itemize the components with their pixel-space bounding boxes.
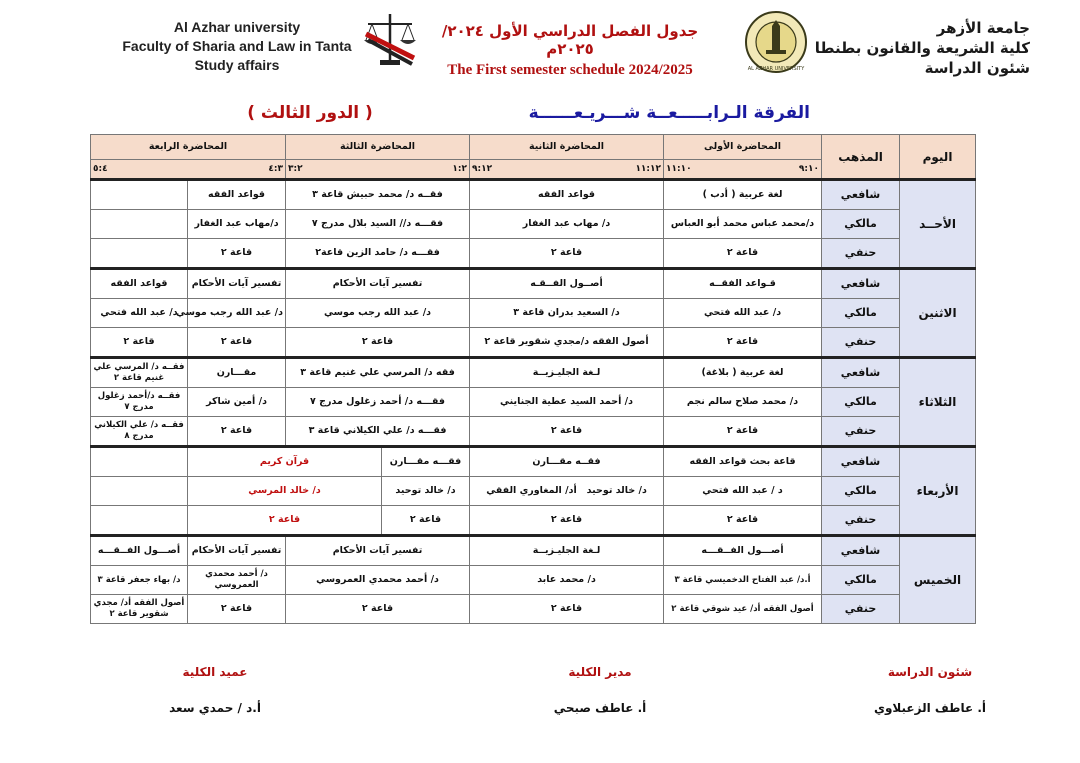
schedule-cell: د/ عبد الله فتحي xyxy=(91,299,188,328)
schedule-cell xyxy=(91,239,188,269)
schedule-cell: قاعة ٢ xyxy=(470,417,664,447)
schedule-cell xyxy=(91,477,188,506)
schedule-cell: قرآن كريم xyxy=(188,447,382,477)
madhhab-hanafi: حنفي xyxy=(822,328,900,358)
schedule-cell: أصـــول الفــقـــه xyxy=(91,536,188,566)
schedule-cell: قاعة ٢ xyxy=(188,328,286,358)
madhhab-hanafi: حنفي xyxy=(822,595,900,624)
signature-title: شئون الدراسة xyxy=(887,665,973,679)
madhhab-column-header: المذهب xyxy=(822,135,900,180)
madhhab-maliki: مالكي xyxy=(822,299,900,328)
schedule-cell: د/ السعيد بدران قاعة ٣ xyxy=(470,299,664,328)
table-row xyxy=(91,506,976,536)
day-wednesday: الأربعاء xyxy=(900,447,976,536)
round-title: ( الدور الثالث ) xyxy=(247,103,373,123)
madhhab-maliki: مالكي xyxy=(822,388,900,417)
header-arabic xyxy=(800,18,1030,78)
lecture-1-header: المحاضرة الأولى xyxy=(664,135,822,160)
schedule-cell: أصول الفقه أد/ عيد شوقي قاعة ٢ xyxy=(664,595,822,624)
schedule-cell xyxy=(91,447,188,477)
schedule-cell xyxy=(91,506,188,536)
schedule-cell: فقــه د/أحمد زغلول مدرج ٧ xyxy=(91,388,188,417)
schedule-cell: لـغة الجليـزيــة xyxy=(470,358,664,388)
signature-name: أ. عاطف صبحي xyxy=(553,701,647,715)
schedule-cell: قاعة ٢ xyxy=(664,239,822,269)
table-row xyxy=(91,595,976,624)
schedule-cell: تفسير آيات الأحكام xyxy=(286,269,470,299)
table-row xyxy=(91,566,976,595)
schedule-cell: قواعد الفقه xyxy=(188,180,286,210)
schedule-cell: د/ عبد الله فتحي xyxy=(664,299,822,328)
madhhab-shafii: شافعي xyxy=(822,536,900,566)
signature-name: أ. عاطف الزعبلاوي xyxy=(873,701,987,715)
table-row xyxy=(91,447,976,477)
madhhab-hanafi: حنفي xyxy=(822,417,900,447)
schedule-cell: قاعة ٢ xyxy=(470,239,664,269)
header-english xyxy=(112,18,362,75)
signature-college-director xyxy=(500,665,700,715)
schedule-cell: قاعة ٢ xyxy=(664,417,822,447)
schedule-cell: قاعة ٢ xyxy=(188,417,286,447)
schedule-title xyxy=(435,22,705,79)
madhhab-shafii: شافعي xyxy=(822,269,900,299)
schedule-cell: د/ خالد توحيد xyxy=(382,477,470,506)
schedule-cell: قاعة ٢ xyxy=(188,506,382,536)
schedule-cell: تفسير آيات الأحكام xyxy=(286,536,470,566)
madhhab-shafii: شافعي xyxy=(822,447,900,477)
schedule-title-en: The First semester schedule 2024/2025 xyxy=(447,62,693,78)
schedule-cell: قاعة بحث قواعد الفقه xyxy=(664,447,822,477)
schedule-cell: قـواعد الفقــه xyxy=(664,269,822,299)
schedule-cell: فقـــه د/ حامد الزين قاعة٢ xyxy=(286,239,470,269)
schedule-cell: أصـــول الفــقـــه xyxy=(664,536,822,566)
signature-title: عميد الكلية xyxy=(182,665,248,679)
lecture-3-header: المحاضرة الثالثة xyxy=(286,135,470,160)
table-row xyxy=(91,210,976,239)
schedule-cell: فقــه مقـــارن xyxy=(470,447,664,477)
schedule-cell: د/ أمين شاكر xyxy=(188,388,286,417)
madhhab-shafii: شافعي xyxy=(822,180,900,210)
madhhab-shafii: شافعي xyxy=(822,358,900,388)
table-row xyxy=(91,328,976,358)
schedule-cell: أصول الفقه أد/ مجدي شقوير قاعة ٢ xyxy=(91,595,188,624)
table-row xyxy=(91,388,976,417)
svg-text:AL AZHAR UNIVERSITY: AL AZHAR UNIVERSITY xyxy=(747,66,805,72)
department-name-en: Study affairs xyxy=(194,57,280,73)
madhhab-hanafi: حنفي xyxy=(822,239,900,269)
schedule-cell xyxy=(91,180,188,210)
header-row-lectures xyxy=(91,135,976,160)
schedule-cell: قاعة ٢ xyxy=(91,328,188,358)
department-name-ar: شئون الدراسة xyxy=(924,59,1030,77)
schedule-table xyxy=(90,134,976,624)
madhhab-maliki: مالكي xyxy=(822,477,900,506)
schedule-cell: أصــول الفــقـه xyxy=(470,269,664,299)
schedule-cell: د/ محمد صلاح سالم نجم xyxy=(664,388,822,417)
schedule-cell: د/مهاب عبد الغفار xyxy=(188,210,286,239)
schedule-cell: قاعة ٢ xyxy=(664,506,822,536)
university-name-ar: جامعة الأزهر xyxy=(936,19,1030,37)
schedule-title-ar: جدول الفصل الدراسي الأول ٢٠٢٤/ ٢٠٢٥م xyxy=(441,22,699,58)
schedule-cell: د/ أحمد محمدي العمروسي xyxy=(286,566,470,595)
day-thursday: الخميس xyxy=(900,536,976,624)
schedule-cell: أصول الفقه د/مجدي شقوير قاعة ٢ xyxy=(470,328,664,358)
schedule-cell: فقـــه د// السيد بلال مدرج ٧ xyxy=(286,210,470,239)
schedule-cell: فقه د/ المرسي علي غنيم قاعة ٣ xyxy=(286,358,470,388)
faculty-logo-icon xyxy=(358,10,422,72)
lecture-2-header: المحاضرة الثانية xyxy=(470,135,664,160)
faculty-name-en: Faculty of Sharia and Law in Tanta xyxy=(122,38,352,54)
schedule-cell: د/ مهاب عبد الغفار xyxy=(470,210,664,239)
table-row xyxy=(91,536,976,566)
madhhab-maliki: مالكي xyxy=(822,566,900,595)
table-row xyxy=(91,358,976,388)
signature-study-affairs xyxy=(830,665,1030,715)
schedule-cell: د/ خالد توحيد أد/ المغاوري الفقي xyxy=(470,477,664,506)
schedule-cell xyxy=(91,210,188,239)
schedule-cell: د/محمد عباس محمد أبو العباس xyxy=(664,210,822,239)
schedule-cell: قواعد الفقه xyxy=(91,269,188,299)
table-row xyxy=(91,239,976,269)
schedule-cell: فقــه د/ محمد حبيش قاعة ٣ xyxy=(286,180,470,210)
schedule-cell: لـغة الجليـزيــة xyxy=(470,536,664,566)
table-row xyxy=(91,477,976,506)
schedule-cell: تفسير آيات الأحكام xyxy=(188,536,286,566)
lecture-4-header: المحاضرة الرابعة xyxy=(91,135,286,160)
schedule-cell: أ.د/ عبد الفتاح الدخميسي قاعة ٣ xyxy=(664,566,822,595)
schedule-cell: د/ محمد عابد xyxy=(470,566,664,595)
schedule-cell: د/ عبد الله رجب موسي xyxy=(188,299,286,328)
signature-title: مدير الكلية xyxy=(568,665,632,679)
table-row xyxy=(91,180,976,210)
day-sunday: الأحــد xyxy=(900,180,976,269)
schedule-cell: فقـــه د/ أحمد زغلول مدرج ٧ xyxy=(286,388,470,417)
faculty-name-ar: كلية الشريعة والقانون بطنطا xyxy=(814,39,1030,57)
schedule-cell: د/ أحمد السيد عطية الجنايني xyxy=(470,388,664,417)
day-monday: الاثنين xyxy=(900,269,976,358)
schedule-cell: د/ خالد المرسي xyxy=(188,477,382,506)
madhhab-hanafi: حنفي xyxy=(822,506,900,536)
schedule-cell: فقــه د/ المرسي علي غنيم قاعة ٢ xyxy=(91,358,188,388)
madhhab-maliki: مالكي xyxy=(822,210,900,239)
schedule-cell: فقـــه د/ علي الكيلاني قاعة ٣ xyxy=(286,417,470,447)
schedule-cell: د/ بهاء جعفر قاعة ٣ xyxy=(91,566,188,595)
time-cell: ١١:١٢ ٩:١٢ xyxy=(470,160,664,180)
signature-dean xyxy=(115,665,315,715)
day-tuesday: الثلاثاء xyxy=(900,358,976,447)
time-cell: ١:٢ ٣:٢ xyxy=(286,160,470,180)
schedule-cell: قاعة ٢ xyxy=(188,595,286,624)
table-row xyxy=(91,269,976,299)
schedule-cell: قاعة ٢ xyxy=(470,595,664,624)
time-cell: ٩:١٠ ١١:١٠ xyxy=(664,160,822,180)
schedule-cell: قاعة ٢ xyxy=(382,506,470,536)
schedule-cell: قاعة ٢ xyxy=(286,595,470,624)
schedule-cell: قاعة ٢ xyxy=(286,328,470,358)
schedule-cell: قاعة ٢ xyxy=(188,239,286,269)
schedule-cell: فقــه د/ علي الكيلاني مدرج ٨ xyxy=(91,417,188,447)
signature-name: أ.د / حمدي سعد xyxy=(169,701,261,715)
university-name-en: Al Azhar university xyxy=(173,19,301,35)
al-azhar-logo-icon xyxy=(744,10,808,74)
schedule-cell: قواعد الفقه xyxy=(470,180,664,210)
schedule-cell: قاعة ٢ xyxy=(664,328,822,358)
schedule-cell: د/ عبد الله رجب موسي xyxy=(286,299,470,328)
schedule-cell: لغة عربية ( أدب ) xyxy=(664,180,822,210)
table-row xyxy=(91,299,976,328)
schedule-cell: د/ أحمد محمدي العمروسي xyxy=(188,566,286,595)
schedule-cell: لغة عربية ( بلاغة) xyxy=(664,358,822,388)
schedule-cell: مقـــارن xyxy=(188,358,286,388)
table-row xyxy=(91,417,976,447)
schedule-cell: قاعة ٢ xyxy=(470,506,664,536)
schedule-cell: تفسير آيات الأحكام xyxy=(188,269,286,299)
day-column-header: اليوم xyxy=(900,135,976,180)
time-cell: ٤:٣ ٥:٤ xyxy=(91,160,286,180)
level-title: الفرقة الـرابـــــعــة شـــريـعــــــة xyxy=(528,103,810,123)
schedule-cell: د / عبد الله فتحي xyxy=(664,477,822,506)
schedule-cell: فقـــه مقـــارن xyxy=(382,447,470,477)
